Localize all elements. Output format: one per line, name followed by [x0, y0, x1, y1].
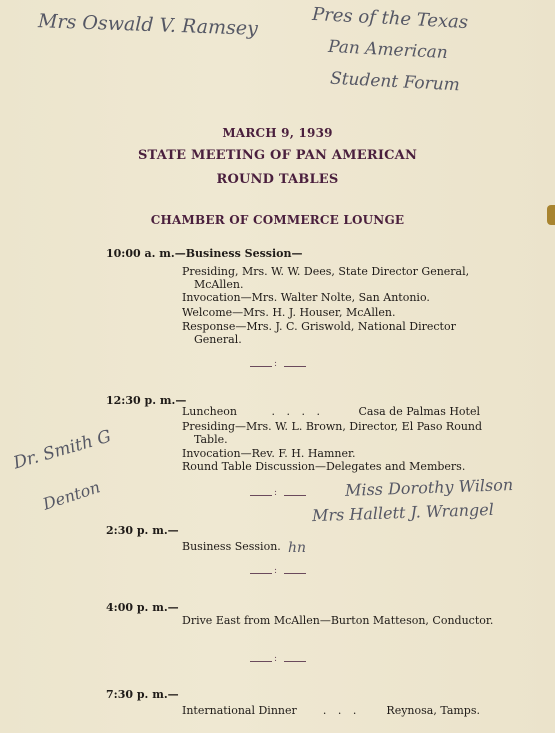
session-time: 4:00 p. m.—: [106, 601, 179, 614]
section-divider: :: [250, 490, 306, 500]
session-time: 10:00 a. m.—Business Session—: [106, 247, 303, 260]
session-item: Response—Mrs. J. C. Griswold, National Director General.: [182, 320, 456, 346]
section-divider: :: [250, 656, 306, 666]
program-title-line-2: ROUND TABLES: [216, 172, 339, 187]
program-location: CHAMBER OF COMMERCE LOUNGE: [150, 213, 405, 227]
program-date: MARCH 9, 1939: [222, 126, 333, 140]
handwritten-name-right-1: Miss Dorothy Wilson: [344, 475, 514, 500]
handwritten-name-top-left: Mrs Oswald V. Ramsey: [37, 10, 259, 40]
leader-dots: . . . .: [271, 405, 324, 418]
session-time: 12:30 p. m.—: [106, 394, 187, 407]
leader-dots: . . .: [322, 704, 361, 717]
section-divider: :: [250, 361, 306, 371]
session-item: Presiding, Mrs. W. W. Dees, State Director General, McAllen.: [182, 265, 470, 291]
handwritten-small-mark: hn: [288, 540, 307, 556]
session-item: Invocation—Mrs. Walter Nolte, San Antonio.: [182, 291, 430, 304]
session-time: 7:30 p. m.—: [106, 688, 179, 701]
handwritten-note-line-2: Pan American: [327, 36, 449, 64]
program-title-line-1: STATE MEETING OF PAN AMERICAN: [137, 148, 418, 163]
dinner-label: International Dinner: [182, 704, 297, 717]
handwritten-note-line-1: Pres of the Texas: [311, 3, 469, 34]
session-item: Business Session.: [182, 540, 281, 553]
dinner-row: [182, 704, 480, 717]
section-divider: :: [250, 568, 306, 578]
session-item: Drive East from McAllen—Burton Matteson, Conductor.: [182, 614, 494, 627]
session-time: 2:30 p. m.—: [106, 524, 179, 537]
dinner-venue: Reynosa, Tamps.: [386, 704, 480, 717]
handwritten-margin-line-2: Denton: [40, 477, 103, 514]
handwritten-note-line-3: Student Forum: [329, 68, 461, 96]
luncheon-label: Luncheon: [182, 405, 237, 418]
session-item: Invocation—Rev. F. H. Hamner.: [182, 447, 356, 460]
session-item: Round Table Discussion—Delegates and Members.: [182, 460, 466, 473]
handwritten-margin-line-1: Dr. Smith G: [11, 426, 114, 474]
handwritten-name-right-2: Mrs Hallett J. Wrangel: [311, 499, 495, 526]
luncheon-row: [182, 405, 480, 418]
session-item: Presiding—Mrs. W. L. Brown, Director, El Paso Round Table.: [182, 420, 483, 446]
session-item: Welcome—Mrs. H. J. Houser, McAllen.: [182, 306, 396, 319]
luncheon-venue: Casa de Palmas Hotel: [358, 405, 480, 418]
